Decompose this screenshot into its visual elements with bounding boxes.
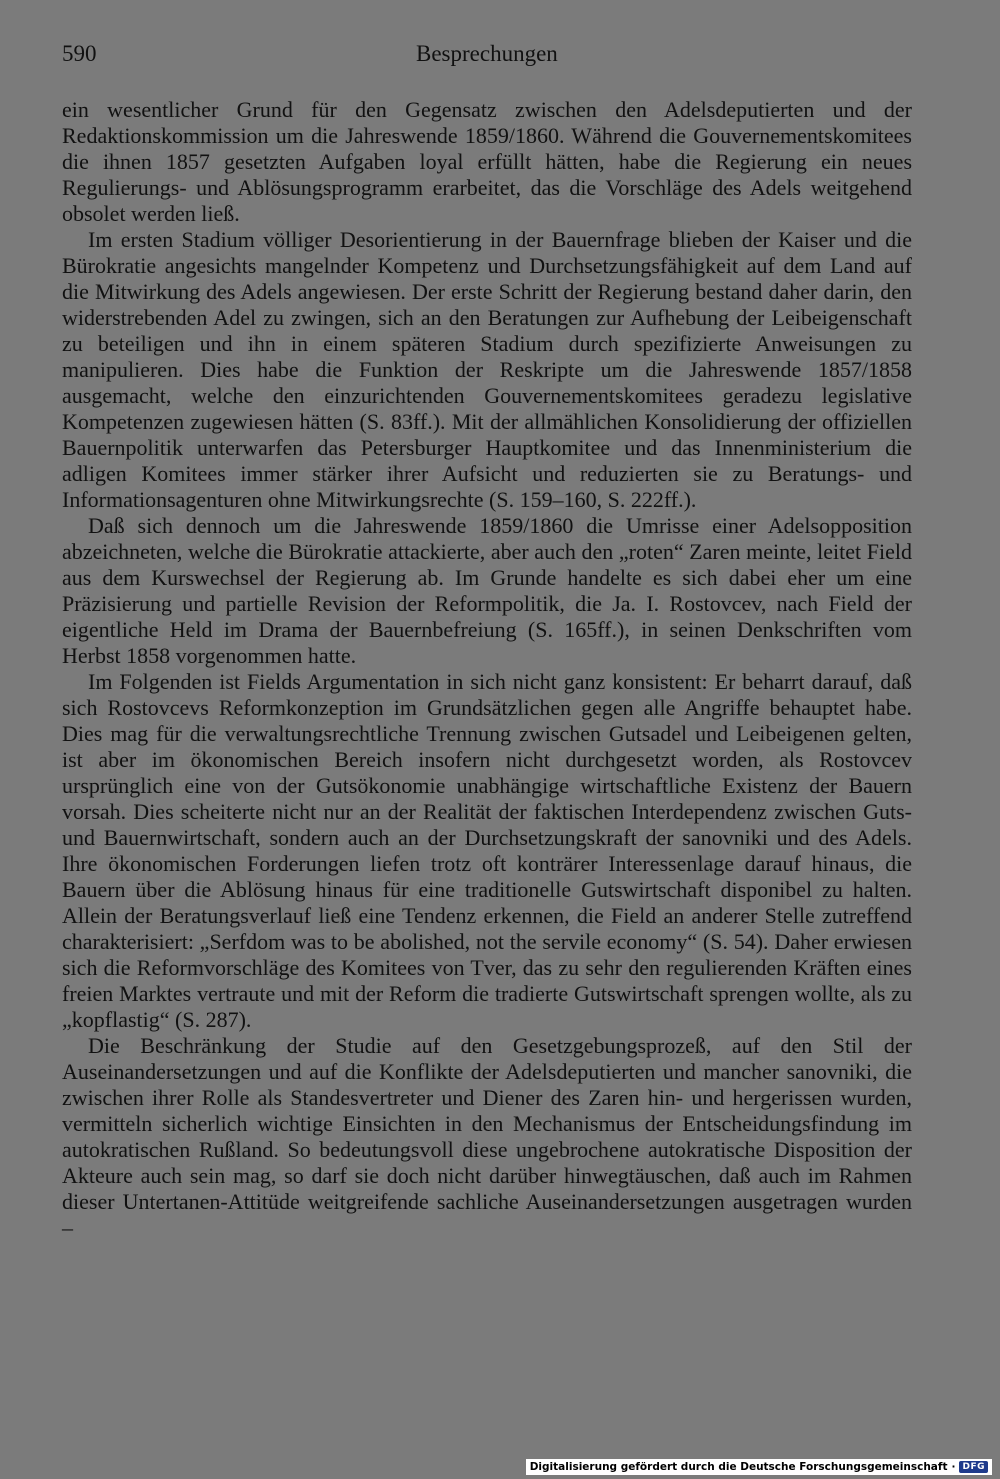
footer-text: Digitalisierung gefördert durch die Deutsche Forschungsgemeinschaft [529, 1461, 948, 1473]
page-number: 590 [62, 41, 97, 66]
running-head: Besprechungen [416, 41, 558, 66]
paragraph: Im Folgenden ist Fields Argumentation in sich nicht ganz konsistent: Er beharrt darauf, daß sich Rostovcevs Reformkonzeption im Grundsätzlichen gegen alle Angriffe behauptet habe. Dies mag für die verwaltungsrechtliche Trennung zwischen Gutsadel und Leibeigenen gelten, ist aber im ökonomischen Bereich insofern nicht durchgesetzt worden, als Rostovcev ursprünglich eine von der Gutsökonomie unabhängige wirtschaftliche Existenz der Bauern vorsah. Dies scheiterte nicht nur an der Realität der faktischen Interdependenz zwischen Guts- und Bauernwirtschaft, sondern auch an der Durchsetzungskraft der sanovniki und des Adels. Ihre ökonomischen Forderungen liefen trotz oft konträrer Interessenlage darauf hinaus, die Bauern über die Ablösung hinaus für eine traditionelle Gutswirtschaft disponibel zu halten. Allein der Beratungsverlauf ließ eine Tendenz erkennen, die Field an anderer Stelle zutreffend charakterisiert: „Serfdom was to be abolished, not the servile economy“ (S. 54). Daher erwiesen sich die Reformvorschläge des Komitees von Tver, das zu sehr den regulierenden Kräften eines freien Marktes vertraute und mit der Reform die tradierte Gutswirtschaft sprengen wollte, als zu „kopflastig“ (S. 287). [62, 669, 912, 1032]
paragraph: ein wesentlicher Grund für den Gegensatz zwischen den Adelsdeputierten und der Redaktionskommission um die Jahreswende 1859/1860. Während die Gouvernementskomitees die ihnen 1857 gesetzten Aufgaben loyal erfüllt hätten, habe die Regierung ein neues Regulierungs- und Ablösungsprogramm erarbeitet, das die Vorschläge des Adels weitgehend obsolet werden ließ. [62, 97, 912, 226]
footer-separator: · [951, 1461, 956, 1473]
digitization-footer [526, 1459, 992, 1475]
body-text [62, 97, 912, 1241]
dfg-logo-icon: DFG [959, 1461, 988, 1473]
paragraph: Im ersten Stadium völliger Desorientierung in der Bauernfrage blieben der Kaiser und die Bürokratie angesichts mangelnder Kompetenz und Durchsetzungsfähigkeit auf dem Land auf die Mitwirkung des Adels angewiesen. Der erste Schritt der Regierung bestand daher darin, den widerstrebenden Adel zu zwingen, sich an den Beratungen zur Aufhebung der Leibeigenschaft zu beteiligen und ihn in einem späteren Stadium durch spezifizierte Anweisungen zu manipulieren. Dies habe die Funktion der Reskripte um die Jahreswende 1857/1858 ausgemacht, welche den einzurichtenden Gouvernementskomitees geradezu legislative Kompetenzen zugewiesen hätten (S. 83ff.). Mit der allmählichen Konsolidierung der offiziellen Bauernpolitik unterwarfen das Petersburger Hauptkomitee und das Innenministerium die adligen Komitees immer stärker ihrer Aufsicht und reduzierten sie zu Beratungs- und Informationsagenturen ohne Mitwirkungsrechte (S. 159–160, S. 222ff.). [62, 227, 912, 512]
paragraph: Daß sich dennoch um die Jahreswende 1859/1860 die Umrisse einer Adelsopposition abzeichneten, welche die Bürokratie attackierte, aber auch den „roten“ Zaren meinte, leitet Field aus dem Kurswechsel der Regierung ab. Im Grunde handelte es sich dabei eher um eine Präzisierung und partielle Revision der Reformpolitik, die Ja. I. Rostovcev, nach Field der eigentliche Held im Drama der Bauernbefreiung (S. 165ff.), in seinen Denkschriften vom Herbst 1858 vorgenommen hatte. [62, 513, 912, 668]
paragraph: Die Beschränkung der Studie auf den Gesetzgebungsprozeß, auf den Stil der Auseinandersetzungen und auf die Konflikte der Adelsdeputierten und mancher sanovniki, die zwischen ihrer Rolle als Standesvertreter und Diener des Zaren hin- und hergerissen wurden, vermitteln sicherlich wichtige Einsichten in den Mechanismus der Entscheidungsfindung im autokratischen Rußland. So bedeutungsvoll diese ungebrochene autokratische Disposition der Akteure auch sein mag, so darf sie doch nicht darüber hinwegtäuschen, daß auch im Rahmen dieser Untertanen-Attitüde weitgreifende sachliche Auseinandersetzungen ausgetragen wurden – [62, 1033, 912, 1240]
